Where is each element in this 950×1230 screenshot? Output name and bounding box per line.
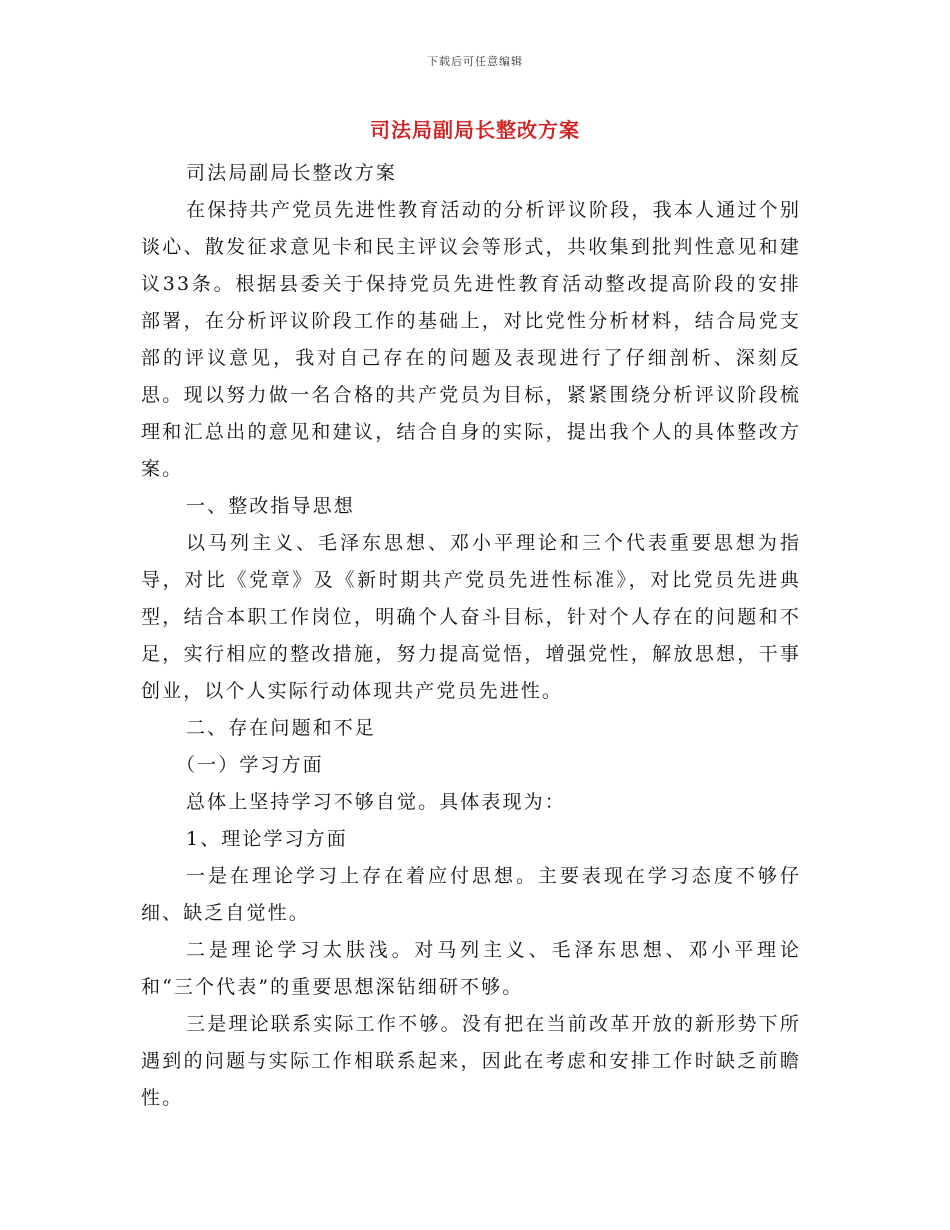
paragraph: 二是理论学习太肤浅。对马列主义、毛泽东思想、邓小平理论和“三个代表”的重要思想深钻细研不够。 — [141, 939, 801, 998]
paragraph: 在保持共产党员先进性教育活动的分析评议阶段，我本人通过个别谈心、散发征求意见卡和民主评议会等形式，共收集到批判性意见和建议33条。根据县委关于保持党员先进性教育活动整改提高阶段的安排部署，在分析评议阶段工作的基础上，对比党性分析材料，结合局党支部的评议意见，我对自己存在的问题及表现进行了仔细剖析、深刻反思。现以努力做一名合格的共产党员为目标，紧紧围绕分析评议阶段梳理和汇总出的意见和建议，结合自身的实际，提出我个人的具体整改方案。 — [141, 199, 801, 480]
subsection-heading: 1、理论学习方面 — [186, 828, 348, 850]
paragraph: 三是理论联系实际工作不够。没有把在当前改革开放的新形势下所遇到的问题与实际工作相联系起来，因此在考虑和安排工作时缺乏前瞻性。 — [141, 1013, 801, 1109]
paragraph: 司法局副局长整改方案 — [186, 162, 398, 184]
section-heading: 一、整改指导思想 — [186, 495, 355, 517]
document-body — [141, 155, 801, 1117]
header-note: 下载后可任意编辑 — [427, 55, 523, 68]
section-heading: 二、存在问题和不足 — [186, 717, 376, 739]
subsection-heading: （一）学习方面 — [176, 754, 324, 776]
paragraph: 一是在理论学习上存在着应付思想。主要表现在学习态度不够仔细、缺乏自觉性。 — [141, 865, 801, 924]
document-title: 司法局副局长整改方案 — [370, 118, 580, 142]
paragraph: 总体上坚持学习不够自觉。具体表现为： — [186, 791, 566, 813]
paragraph: 以马列主义、毛泽东思想、邓小平理论和三个代表重要思想为指导，对比《党章》及《新时期共产党员先进性标准》，对比党员先进典型，结合本职工作岗位，明确个人奋斗目标，针对个人存在的问题和不足，实行相应的整改措施，努力提高觉悟，增强党性，解放思想，干事创业，以个人实际行动体现共产党员先进性。 — [141, 532, 801, 702]
